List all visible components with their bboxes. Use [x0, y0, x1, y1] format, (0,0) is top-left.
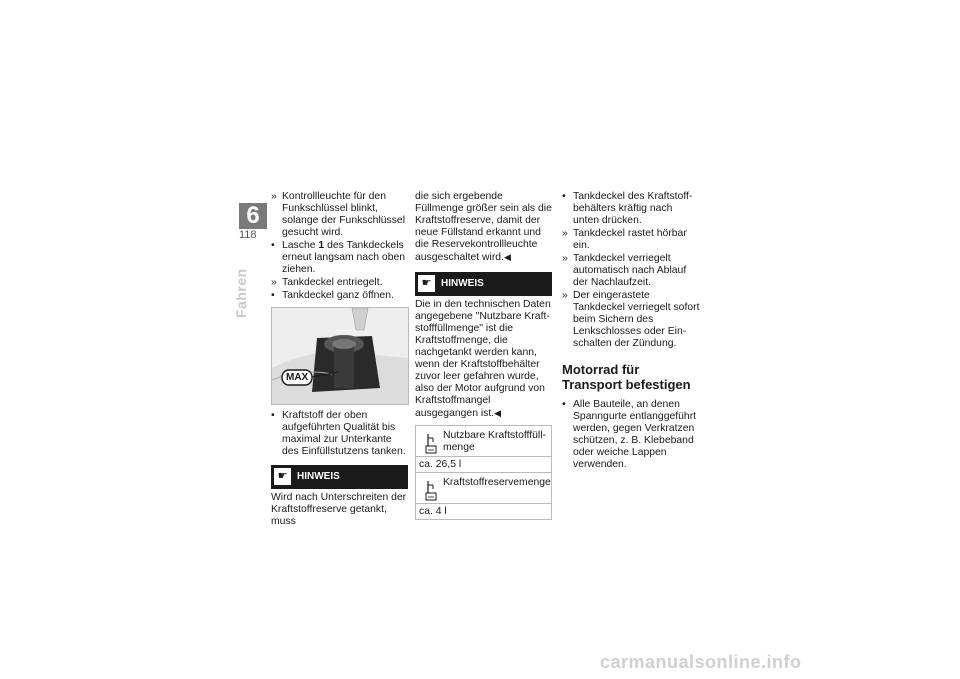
list-item: » Tankdeckel entriegelt. [271, 277, 383, 288]
hand-pointer-icon: ☛ [274, 468, 291, 485]
filler-neck-image [272, 308, 408, 404]
page-number: 118 [239, 229, 257, 241]
end-mark-icon: ◀ [503, 252, 511, 262]
fuel-pump-icon [425, 432, 437, 454]
spec-value: ca. 4 l [419, 506, 447, 517]
list-item: » Kontrollleuchte für den Funkschlüssel blinkt, solange der Funkschlüssel gesucht wird. [271, 191, 406, 238]
paragraph: Die in den technischen Daten angegebene "Nutzbare Kraftstofffüllmenge" ist die Kraftstoffmenge, die nachgetankt werden kann, wenn der Kraftstoffbehälter zuvor leer gefahren wurde, also der Motor aufgrund von Kraftstoffmangel ausgegangen ist.◀ [415, 299, 551, 419]
list-item: » Tankdeckel verriegelt automatisch nach Ablauf der Nachlaufzeit. [562, 253, 687, 288]
fuel-pump-icon [425, 479, 437, 501]
column-2 [415, 191, 552, 520]
hand-pointer-icon: ☛ [418, 275, 435, 292]
list-item: • Alle Bauteile, an denen Spanngurte entlanggeführt werden, gegen Verkratzen schützen, z. B. Klebeband oder weiche Lappen verwenden. [562, 399, 697, 470]
watermark: carmanualsonline.info [600, 652, 802, 672]
column-1 [271, 191, 408, 528]
list-item: » Der eingerastete Tankdeckel verriegelt sofort beim Sichern des Lenkschlosses oder Einschalten der Zündung. [562, 290, 700, 349]
spec-fuel-reserve: Kraftstoffreservemenge ca. 4 l [415, 472, 552, 520]
note-header: ☛ HINWEIS [271, 465, 408, 489]
column-3 [562, 191, 700, 472]
list-item: • Lasche 1 des Tankdeckels erneut langsam nach oben ziehen. [271, 240, 406, 275]
note-text: Wird nach Unterschreiten der Kraftstoffreserve getankt, muss [271, 492, 407, 527]
section-heading: Motorrad für Transport befestigen [562, 362, 691, 392]
list-item: » Tankdeckel rastet hörbar ein. [562, 228, 687, 251]
list-item: • Kraftstoff der oben aufgeführten Qualität bis maximal zur Unterkante des Einfüllstutzens tanken. [271, 410, 406, 457]
chapter-number: 6 [239, 203, 267, 229]
note-header: ☛ HINWEIS [415, 272, 552, 296]
end-mark-icon: ◀ [494, 408, 502, 418]
list-item: • Tankdeckel des Kraftstoffbehälters kräftig nach unten drücken. [562, 191, 693, 226]
max-label: MAX [286, 372, 309, 383]
fuel-filler-illustration [271, 307, 409, 405]
spec-usable-fuel: Nutzbare Kraftstofffüllmenge ca. 26,5 l [415, 425, 552, 473]
paragraph: die sich ergebende Füllmenge größer sein als die Kraftstoffreserve, damit der neue Füllstand erkannt und die Reservekontrollleuchte ausgeschaltet wird.◀ [415, 191, 552, 263]
part-number: 1 [318, 240, 325, 251]
spec-value: ca. 26,5 l [419, 459, 462, 470]
chapter-title: Fahren [233, 268, 249, 318]
list-item: • Tankdeckel ganz öffnen. [271, 290, 394, 301]
